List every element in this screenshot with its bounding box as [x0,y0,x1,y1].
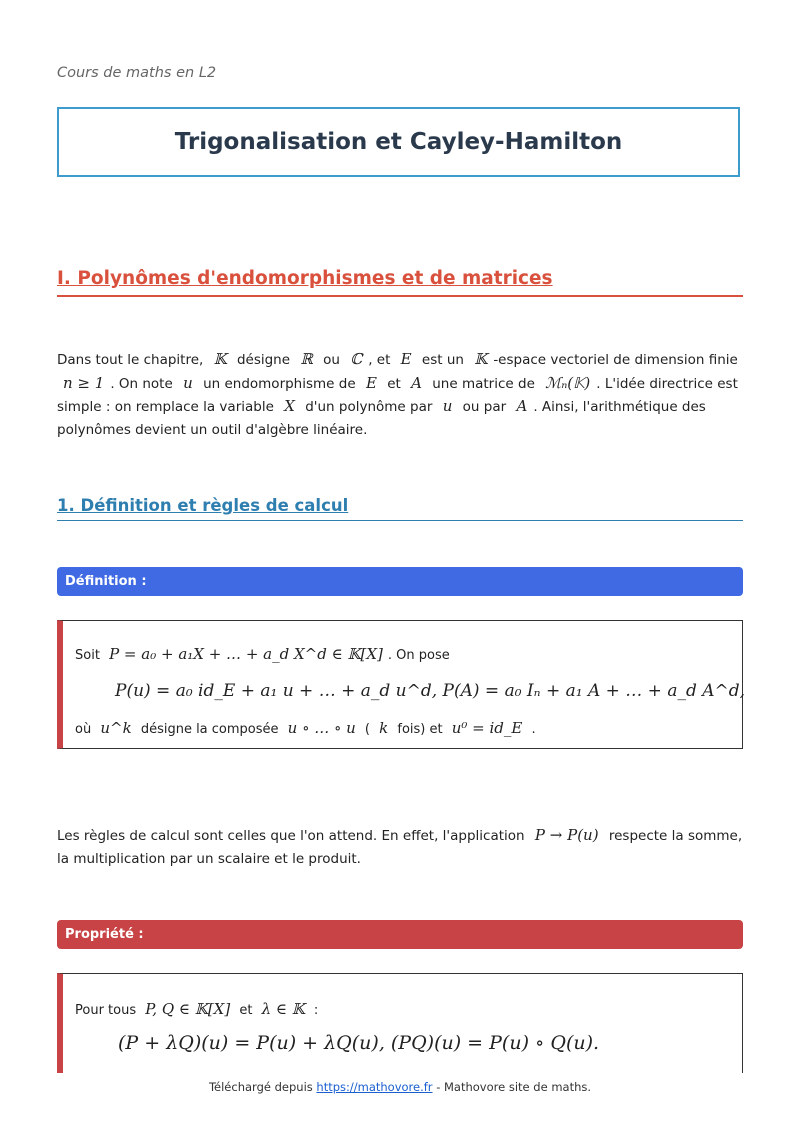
math-p-q: P, Q ∈ 𝕂[X] [145,1000,231,1018]
intro-text: ou par [462,399,507,415]
math-complex: ℂ [350,350,363,368]
property-banner: Propriété : [57,920,743,949]
definition-text: . [531,722,536,737]
math-e: E [400,350,412,368]
course-label: Cours de maths en L2 [57,65,217,81]
math-polynomial: P = a₀ + a₁X + … + a_d X^d ∈ 𝕂[X] [109,645,383,663]
section-heading: I. Polynômes d'endomorphismes et de matrices [57,268,743,297]
math-reals: ℝ [300,350,313,368]
definition-text: où [75,722,92,737]
property-line-1 [75,1000,318,1018]
intro-text: et [387,375,401,392]
math-field-k: 𝕂 [213,350,227,368]
math-composition: u ∘ … ∘ u [287,719,356,737]
definition-banner: Définition : [57,567,743,596]
intro-text: un endomorphisme de [203,375,356,392]
intro-text: . On note [110,375,173,392]
intro-text: ou [323,352,340,368]
intro-text: une matrice de [432,375,535,392]
math-u: u [183,373,193,392]
intro-paragraph [57,348,747,441]
property-display: (P + λQ)(u) = P(u) + λQ(u), (PQ)(u) = P(u) ∘ Q(u). [118,1032,600,1054]
property-text: Pour tous [75,1003,137,1018]
page-title: Trigonalisation et Cayley-Hamilton [174,129,623,155]
definition-line-1 [75,645,450,663]
footer-link[interactable]: https://mathovore.fr [316,1080,433,1094]
definition-display: P(u) = a₀ id_E + a₁ u + … + a_d u^d, P(A) = a₀ Iₙ + a₁ A + … + a_d A^d, [115,681,746,701]
rules-paragraph [57,824,747,870]
math-field-k: 𝕂 [474,350,488,368]
intro-text: Dans tout le chapitre, [57,352,204,368]
rules-text: respecte la somme, la multiplication par un scalaire et le produit. [57,828,743,867]
math-n-geq-1: n ≥ 1 [63,373,105,392]
footer-text: Téléchargé depuis [208,1080,313,1094]
math-a: A [411,373,422,392]
definition-text: . On pose [387,648,450,663]
property-text: : [313,1003,319,1018]
math-lambda: λ ∈ 𝕂 [261,1000,305,1018]
definition-text: Soit [75,648,100,663]
math-matrix-space: ℳₙ(𝕂) [545,373,591,392]
math-u-zero: u⁰ = id_E [451,719,523,737]
rules-text: Les règles de calcul sont celles que l'on attend. En effet, l'application [57,828,525,844]
intro-text: est un [421,352,464,368]
intro-text: . Ainsi, l'arithmétique des polynômes devient un outil d'algèbre linéaire. [57,399,706,438]
property-text: et [239,1003,253,1018]
intro-text: désigne [236,352,291,368]
definition-line-3 [75,719,536,737]
math-k: k [379,719,389,737]
intro-text: , et [368,352,391,368]
definition-box [57,620,746,749]
intro-text: . L'idée directrice est simple : on remplace la variable [57,375,738,415]
math-a: A [516,397,528,415]
math-u: u [442,397,453,415]
definition-text: fois) et [397,722,443,737]
intro-text: -espace vectoriel de dimension finie [493,352,738,368]
footer [0,1080,800,1094]
math-x: X [284,397,295,415]
definition-text: désigne la composée [140,722,279,737]
footer-text: - Mathovore site de maths. [436,1080,592,1094]
math-e: E [365,373,377,392]
definition-text: ( [364,722,370,737]
subsection-heading: 1. Définition et règles de calcul [57,496,743,521]
math-map-p-to-pu: P → P(u) [534,826,599,844]
math-u-power-k: u^k [100,719,132,737]
property-box [57,973,743,1073]
title-box [57,107,740,177]
intro-text: d'un polynôme par [305,399,433,415]
